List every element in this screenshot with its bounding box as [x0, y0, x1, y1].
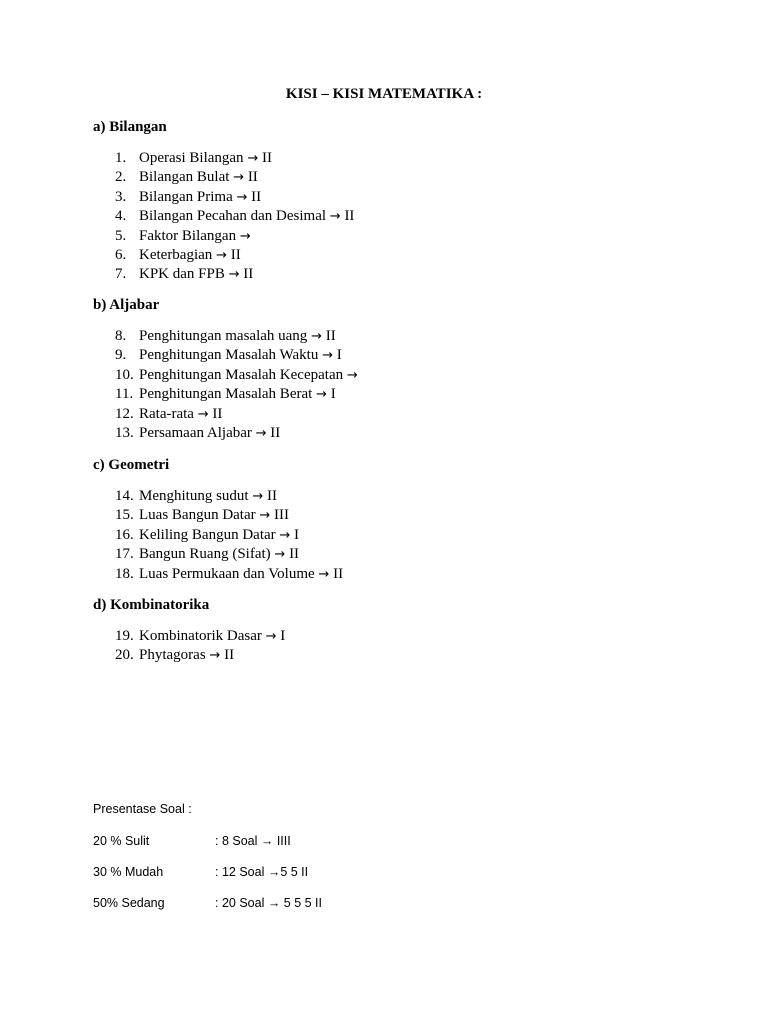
list-item: 12. Rata-rata → II [115, 405, 223, 422]
page-title: KISI – KISI MATEMATIKA : [285, 86, 483, 102]
list-item: 1. Operasi Bilangan → II [115, 150, 272, 166]
arrow-right-icon: → [259, 508, 271, 524]
section-heading-geometri: c) Geometri [93, 457, 170, 473]
arrow-right-icon: → [209, 648, 221, 664]
list-aljabar [115, 327, 358, 443]
list-item: 17. Bangun Ruang (Sifat) → II [115, 546, 300, 563]
arrow-right-icon: → [346, 367, 358, 383]
list-item: 13. Persamaan Aljabar → II [115, 424, 281, 441]
percentage-row: 30 % Mudah : 12 Soal →5 5 II [93, 865, 309, 879]
list-item: 20. Phytagoras → II [115, 647, 235, 664]
list-kombinatorika [115, 627, 285, 666]
list-item: 16. Keliling Bangun Datar → I [115, 526, 300, 543]
percentage-title: Presentase Soal : [93, 802, 192, 816]
section-heading-bilangan: a) Bilangan [93, 119, 167, 135]
arrow-right-icon: → [233, 170, 245, 186]
arrow-right-icon: → [216, 247, 227, 263]
list-item: 14. Menghitung sudut → II [115, 488, 277, 504]
arrow-right-icon: → [322, 348, 333, 364]
list-item: 9. Penghitungan Masalah Waktu → I [115, 347, 342, 364]
list-item: 3. Bilangan Prima → II [115, 188, 262, 205]
list-item: 8. Penghitungan masalah uang → II [115, 328, 336, 344]
arrow-right-icon: → [239, 228, 251, 244]
list-item: 7. KPK dan FPB → II [115, 266, 254, 283]
arrow-right-icon: → [279, 527, 291, 543]
arrow-right-icon: → [197, 406, 209, 422]
section-heading-kombinatorika: d) Kombinatorika [93, 597, 210, 613]
list-bilangan [115, 149, 354, 285]
arrow-right-icon: → [329, 209, 341, 225]
list-item: 5. Faktor Bilangan → [115, 227, 251, 244]
list-item: 15. Luas Bangun Datar → III [115, 507, 290, 524]
list-item: 6. Keterbagian → II [115, 246, 241, 263]
arrow-right-icon: → [236, 189, 248, 205]
arrow-right-icon: → [247, 151, 259, 166]
percentage-row: 20 % Sulit : 8 Soal → IIII [93, 834, 291, 848]
arrow-right-icon: → [274, 547, 286, 563]
list-item: 10. Penghitungan Masalah Kecepatan → [115, 366, 358, 383]
list-item: 19. Kombinatorik Dasar → I [115, 628, 286, 644]
arrow-right-icon: → [228, 267, 240, 283]
arrow-right-icon: → [316, 387, 327, 403]
arrow-right-icon: → [311, 329, 322, 344]
percentage-row: 50% Sedang : 20 Soal → 5 5 5 II [93, 896, 323, 910]
list-item: 11. Penghitungan Masalah Berat → I [115, 386, 336, 403]
list-item: 18. Luas Permukaan dan Volume → II [115, 565, 344, 582]
list-item: 2. Bilangan Bulat → II [115, 169, 258, 186]
list-geometri [115, 487, 343, 584]
arrow-right-icon: → [318, 566, 330, 582]
arrow-right-icon: → [265, 629, 277, 644]
arrow-right-icon: → [255, 425, 267, 441]
section-heading-aljabar: b) Aljabar [93, 297, 160, 313]
arrow-right-icon: → [252, 489, 264, 504]
list-item: 4. Bilangan Pecahan dan Desimal → II [115, 208, 355, 225]
